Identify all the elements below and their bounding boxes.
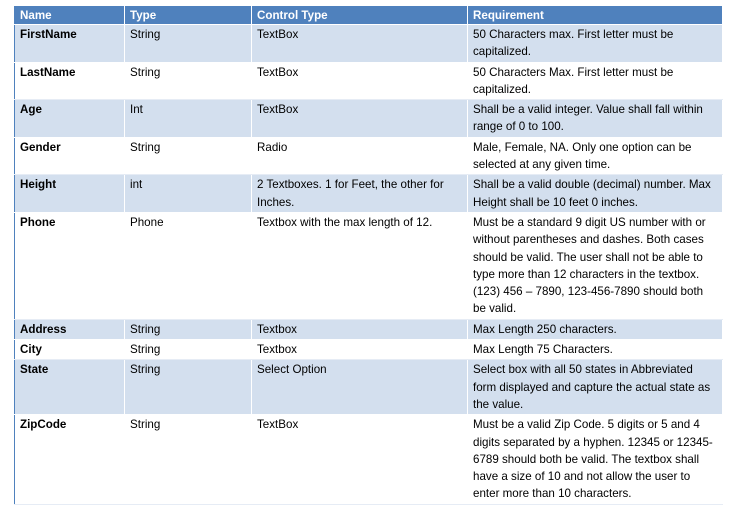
cell-requirement: Must be a standard 9 digit US number with or without parentheses and dashes. Both cases should be valid. The user shall not be able to type more than 12 characters in the textbox. (123) 456 – 7890, 123-456-7890 should both be valid. (468, 212, 723, 319)
header-type: Type (125, 7, 252, 25)
header-requirement: Requirement (468, 7, 723, 25)
cell-requirement: Must be a valid Zip Code. 5 digits or 5 and 4 digits separated by a hyphen. 12345 or 12345-6789 should both be valid. The textbox shall have a size of 10 and not allow the user to enter more than 10 characters. (468, 415, 723, 504)
cell-control-type: TextBox (252, 25, 468, 63)
cell-name: Age (15, 100, 125, 138)
table-header-row (15, 7, 723, 25)
header-name: Name (15, 7, 125, 25)
table-row (15, 175, 723, 213)
header-control-type: Control Type (252, 7, 468, 25)
table-row (15, 360, 723, 415)
cell-name: FirstName (15, 25, 125, 63)
cell-requirement: 50 Characters max. First letter must be capitalized. (468, 25, 723, 63)
cell-name: State (15, 360, 125, 415)
table-row (15, 415, 723, 504)
cell-requirement: Select box with all 50 states in Abbreviated form displayed and capture the actual state as the value. (468, 360, 723, 415)
cell-type: String (125, 137, 252, 175)
cell-type: String (125, 25, 252, 63)
cell-control-type: TextBox (252, 100, 468, 138)
cell-control-type: Radio (252, 137, 468, 175)
cell-control-type: Textbox (252, 319, 468, 339)
cell-requirement: Male, Female, NA. Only one option can be selected at any given time. (468, 137, 723, 175)
cell-control-type: Textbox (252, 340, 468, 360)
cell-name: City (15, 340, 125, 360)
cell-control-type: TextBox (252, 62, 468, 100)
table-row (15, 137, 723, 175)
cell-name: ZipCode (15, 415, 125, 504)
table-row (15, 25, 723, 63)
cell-type: Int (125, 100, 252, 138)
cell-requirement: 50 Characters Max. First letter must be capitalized. (468, 62, 723, 100)
requirements-table (14, 6, 723, 505)
requirements-table-container (14, 6, 722, 505)
cell-name: Phone (15, 212, 125, 319)
table-row (15, 212, 723, 319)
cell-type: String (125, 340, 252, 360)
cell-type: String (125, 62, 252, 100)
cell-requirement: Max Length 250 characters. (468, 319, 723, 339)
cell-type: String (125, 415, 252, 504)
cell-requirement: Shall be a valid double (decimal) number. Max Height shall be 10 feet 0 inches. (468, 175, 723, 213)
cell-name: Address (15, 319, 125, 339)
table-row (15, 100, 723, 138)
cell-type: String (125, 360, 252, 415)
table-row (15, 62, 723, 100)
cell-type: Phone (125, 212, 252, 319)
table-row (15, 319, 723, 339)
cell-requirement: Shall be a valid integer. Value shall fall within range of 0 to 100. (468, 100, 723, 138)
cell-name: LastName (15, 62, 125, 100)
cell-control-type: TextBox (252, 415, 468, 504)
cell-control-type: 2 Textboxes. 1 for Feet, the other for Inches. (252, 175, 468, 213)
table-row (15, 340, 723, 360)
cell-requirement: Max Length 75 Characters. (468, 340, 723, 360)
cell-type: String (125, 319, 252, 339)
cell-control-type: Textbox with the max length of 12. (252, 212, 468, 319)
cell-name: Height (15, 175, 125, 213)
cell-name: Gender (15, 137, 125, 175)
cell-type: int (125, 175, 252, 213)
cell-control-type: Select Option (252, 360, 468, 415)
